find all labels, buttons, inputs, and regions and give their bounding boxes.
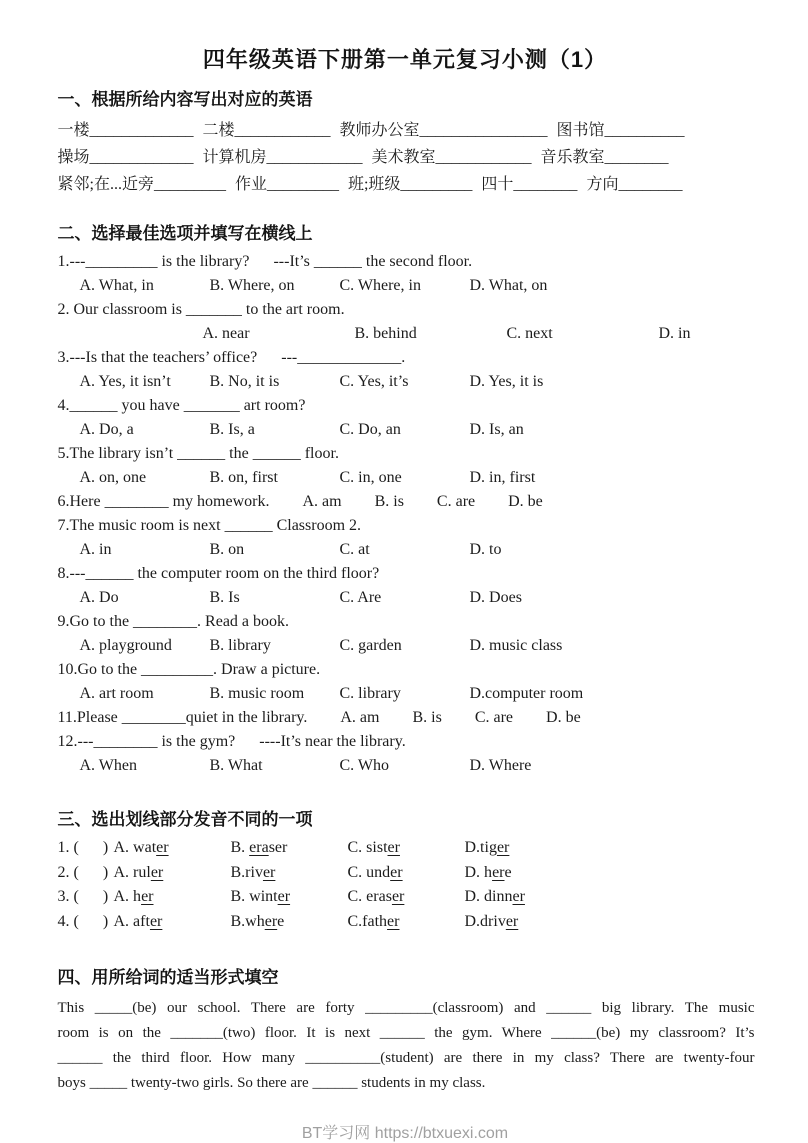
- phonics-row: [58, 910, 753, 935]
- option: C. are: [437, 493, 475, 510]
- question-line: 2. Our classroom is _______ to the art room.: [58, 298, 753, 322]
- option: A. What, in: [80, 274, 210, 298]
- option: A. When: [80, 754, 210, 778]
- option: D. in: [659, 322, 808, 346]
- option: C. Do, an: [340, 418, 470, 442]
- options-row: [58, 634, 753, 658]
- option: A. Yes, it isn’t: [80, 370, 210, 394]
- option: D. What, on: [470, 274, 600, 298]
- phonics-rows: [58, 836, 753, 934]
- options-row: [58, 370, 753, 394]
- underlined-sound: er: [492, 864, 504, 881]
- phonics-option: A. after: [114, 910, 231, 935]
- question-line: 4.______ you have _______ art room?: [58, 394, 753, 418]
- answer-bracket: 4. ( ): [58, 910, 114, 935]
- vocab-row: [58, 144, 753, 171]
- phonics-option: D.tiger: [465, 836, 582, 861]
- phonics-option: C. sister: [348, 836, 465, 861]
- phonics-option: B.where: [231, 910, 348, 935]
- option: C. library: [340, 682, 470, 706]
- underlined-sound: er: [388, 839, 400, 856]
- option: B. Is: [210, 586, 340, 610]
- option: C. at: [340, 538, 470, 562]
- option: D. Is, an: [470, 418, 600, 442]
- vocab-item: 班;班级_________: [348, 171, 472, 198]
- vocab-item: 音乐教室________: [541, 144, 669, 171]
- vocab-item: 美术教室____________: [372, 144, 532, 171]
- option: A. playground: [80, 634, 210, 658]
- section3-heading: 三、选出划线部分发音不同的一项: [58, 808, 753, 832]
- options-row: [58, 274, 753, 298]
- underlined-sound: er: [392, 888, 404, 905]
- question-line: 10.Go to the _________. Draw a picture.: [58, 658, 753, 682]
- option: A. am: [340, 709, 379, 726]
- option: B. library: [210, 634, 340, 658]
- phonics-option: A. her: [114, 885, 231, 910]
- cloze-line: boys _____ twenty-two girls. So there are ______ students in my class.: [58, 1071, 755, 1096]
- underlined-sound: er: [150, 913, 162, 930]
- option: B. is: [412, 709, 441, 726]
- vocab-item: 教师办公室________________: [340, 117, 548, 144]
- options-row: [58, 586, 753, 610]
- phonics-option: B. eraser: [231, 836, 348, 861]
- option: C. next: [507, 322, 659, 346]
- vocab-item: 计算机房____________: [203, 144, 363, 171]
- question-line: 1.---_________ is the library? ---It’s ______ the second floor.: [58, 250, 753, 274]
- option: A. art room: [80, 682, 210, 706]
- page-title: 四年级英语下册第一单元复习小测（1）: [58, 44, 753, 76]
- options-row: [58, 466, 753, 490]
- underlined-sound: er: [513, 888, 525, 905]
- vocab-item: 四十________: [481, 171, 577, 198]
- question-line: 5.The library isn’t ______ the ______ floor.: [58, 442, 753, 466]
- question-line: 9.Go to the ________. Read a book.: [58, 610, 753, 634]
- option: C. Are: [340, 586, 470, 610]
- section-cloze: [58, 966, 753, 1096]
- option: D.computer room: [470, 682, 600, 706]
- option: B. on: [210, 538, 340, 562]
- phonics-option: C.father: [348, 910, 465, 935]
- underlined-sound: er: [151, 864, 163, 881]
- option: B. Where, on: [210, 274, 340, 298]
- phonics-option: C. eraser: [348, 885, 465, 910]
- question-line: 7.The music room is next ______ Classroom 2.: [58, 514, 753, 538]
- option: A. am: [302, 493, 341, 510]
- options-row: [58, 538, 753, 562]
- phonics-option: C. under: [348, 861, 465, 886]
- underlined-sound: er: [265, 913, 277, 930]
- question-line: 8.---______ the computer room on the third floor?: [58, 562, 753, 586]
- option: C. Where, in: [340, 274, 470, 298]
- option: B. behind: [355, 322, 507, 346]
- option: D. Does: [470, 586, 600, 610]
- section-phonics: [58, 808, 753, 934]
- phonics-option: A. water: [114, 836, 231, 861]
- vocab-item: 一楼_____________: [58, 117, 194, 144]
- section2-heading: 二、选择最佳选项并填写在横线上: [58, 222, 753, 246]
- vocab-item: 操场_____________: [58, 144, 194, 171]
- options-row: [58, 322, 753, 346]
- underlined-sound: er: [278, 888, 290, 905]
- option: B. No, it is: [210, 370, 340, 394]
- phonics-option: D.driver: [465, 910, 582, 935]
- option: C. Who: [340, 754, 470, 778]
- phonics-row: [58, 861, 753, 886]
- option: D. Yes, it is: [470, 370, 600, 394]
- footer-watermark: BT学习网 https://btxuexi.com: [58, 1120, 753, 1143]
- vocab-rows: [58, 117, 753, 198]
- underlined-sound: er: [506, 913, 518, 930]
- vocab-item: 紧邻;在...近旁_________: [58, 171, 226, 198]
- option: A. on, one: [80, 466, 210, 490]
- options-row: [58, 754, 753, 778]
- option: B. on, first: [210, 466, 340, 490]
- option: B. Is, a: [210, 418, 340, 442]
- section1-heading: 一、根据所给内容写出对应的英语: [58, 88, 753, 112]
- section-vocabulary: [58, 88, 753, 198]
- option: A. Do, a: [80, 418, 210, 442]
- option: D. music class: [470, 634, 600, 658]
- cloze-line: room is on the _______(two) floor. It is next ______ the gym. Where ______(be) my classroom? It’s: [58, 1021, 755, 1046]
- question-line: 3.---Is that the teachers’ office? ---_____________.: [58, 346, 753, 370]
- answer-bracket: 1. ( ): [58, 836, 114, 861]
- option: C. in, one: [340, 466, 470, 490]
- option: D. be: [508, 493, 543, 510]
- answer-bracket: 3. ( ): [58, 885, 114, 910]
- answer-bracket: 2. ( ): [58, 861, 114, 886]
- question-line: 12.---________ is the gym? ----It’s near the library.: [58, 730, 753, 754]
- phonics-option: D. here: [465, 861, 582, 886]
- option: A. near: [203, 322, 355, 346]
- phonics-option: A. ruler: [114, 861, 231, 886]
- question-line: 11.Please ________quiet in the library. A. am B. is C. are D. be: [58, 706, 753, 730]
- vocab-item: 二楼____________: [203, 117, 331, 144]
- option: A. Do: [80, 586, 210, 610]
- worksheet-page: [8, 0, 801, 1122]
- cloze-line: This _____(be) our school. There are forty _________(classroom) and ______ big library. The music: [58, 996, 755, 1021]
- section-multiple-choice: [58, 222, 753, 778]
- vocab-item: 图书馆__________: [557, 117, 685, 144]
- phonics-option: B.river: [231, 861, 348, 886]
- phonics-row: [58, 885, 753, 910]
- option: B. What: [210, 754, 340, 778]
- option: D. be: [546, 709, 581, 726]
- phonics-option: D. dinner: [465, 885, 582, 910]
- option: D. to: [470, 538, 600, 562]
- question-line: 6.Here ________ my homework. A. am B. is C. are D. be: [58, 490, 753, 514]
- question-list: [58, 250, 753, 778]
- underlined-sound: er: [387, 913, 399, 930]
- option: C. garden: [340, 634, 470, 658]
- underlined-sound: er: [497, 839, 509, 856]
- option: C. Yes, it’s: [340, 370, 470, 394]
- underlined-sound: er: [263, 864, 275, 881]
- section4-heading: 四、用所给词的适当形式填空: [58, 966, 753, 990]
- phonics-row: [58, 836, 753, 861]
- vocab-item: 作业_________: [235, 171, 339, 198]
- option: A. in: [80, 538, 210, 562]
- underlined-sound: er: [390, 864, 402, 881]
- options-row: [58, 418, 753, 442]
- vocab-row: [58, 171, 753, 198]
- option: B. is: [375, 493, 404, 510]
- underlined-sound: er: [156, 839, 168, 856]
- option: C. are: [475, 709, 513, 726]
- options-row: [58, 682, 753, 706]
- vocab-row: [58, 117, 753, 144]
- option: B. music room: [210, 682, 340, 706]
- option: D. Where: [470, 754, 600, 778]
- cloze-paragraph: [58, 996, 755, 1096]
- underlined-sound: era: [249, 839, 269, 856]
- cloze-line: ______ the third floor. How many __________(student) are there in my class? There are twenty-four: [58, 1046, 755, 1071]
- vocab-item: 方向________: [586, 171, 682, 198]
- underlined-sound: er: [141, 888, 153, 905]
- option: D. in, first: [470, 466, 600, 490]
- phonics-option: B. winter: [231, 885, 348, 910]
